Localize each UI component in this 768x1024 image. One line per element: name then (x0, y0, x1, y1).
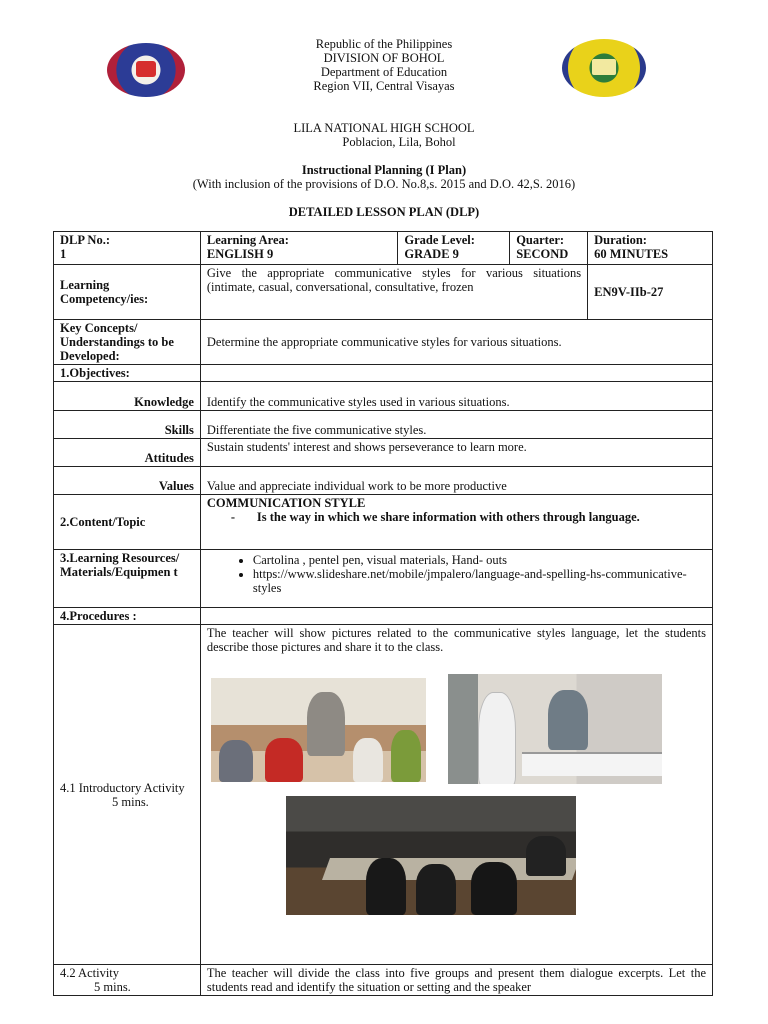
content-label: 2.Content/Topic (54, 495, 201, 550)
duration-cell: Duration: 60 MINUTES (588, 232, 713, 265)
document-title: DETAILED LESSON PLAN (DLP) (288, 205, 480, 219)
procedures-heading: 4.Procedures : (54, 608, 201, 625)
resources-label: 3.Learning Resources/ Materials/Equipmen t (54, 550, 201, 608)
intro-activity-label-cell (54, 625, 201, 965)
plan-title: Instructional Planning (I Plan) (301, 163, 467, 177)
content-definition: Is the way in which we share information with others through language. (256, 510, 640, 524)
values-text: Value and appreciate individual work to be more productive (200, 467, 712, 495)
grade-level-cell: Grade Level: GRADE 9 (398, 232, 510, 265)
activity-time: 5 mins. (94, 980, 131, 994)
duration-value: 60 MINUTES (594, 247, 669, 261)
values-row (54, 467, 713, 495)
learning-area-value: ENGLISH 9 (206, 247, 274, 261)
knowledge-text: Identify the communicative styles used in various situations. (200, 382, 712, 411)
grade-level-value: GRADE 9 (404, 247, 459, 261)
learning-area-cell: Learning Area: ENGLISH 9 (200, 232, 398, 265)
knowledge-row (54, 382, 713, 411)
intro-activity-label: 4.1 Introductory Activity (60, 780, 185, 795)
attitudes-row (54, 439, 713, 467)
content-row (54, 495, 713, 550)
attitudes-label: Attitudes (54, 439, 201, 467)
objectives-heading: 1.Objectives: (54, 365, 201, 382)
resources-row (54, 550, 713, 608)
key-concepts-row (54, 320, 713, 365)
header-republic: Republic of the Philippines (315, 37, 453, 51)
activity-label: 4.2 Activity (60, 966, 120, 980)
competency-code: EN9V-IIb-27 (588, 265, 713, 320)
plan-subtitle: (With inclusion of the provisions of D.O. No.8,s. 2015 and D.O. 42,S. 2016) (192, 177, 576, 191)
header-department: Department of Education (320, 65, 448, 79)
skills-label: Skills (54, 411, 201, 439)
resources-list (207, 553, 706, 595)
content-cell (200, 495, 712, 550)
activity-text: The teacher will divide the class into five groups and present them dialogue excerpts. Let the students read and identify the situation or setting and the speaker (200, 965, 712, 996)
school-name: LILA NATIONAL HIGH SCHOOL (293, 121, 475, 135)
skills-text: Differentiate the five communicative styles. (200, 411, 712, 439)
objectives-heading-row (54, 365, 713, 382)
conference-meeting-photo (286, 796, 576, 915)
skills-row (54, 411, 713, 439)
competency-text: Give the appropriate communicative styles for various situations (intimate, casual, conversational, consultative, frozen (200, 265, 587, 320)
dlp-number: 1 (60, 247, 67, 261)
procedures-heading-row (54, 608, 713, 625)
resources-cell (200, 550, 712, 608)
header-region: Region VII, Central Visayas (313, 79, 455, 93)
key-concepts-label: Key Concepts/ Understandings to be Developed: (54, 320, 201, 365)
values-label: Values (54, 467, 201, 495)
school-address: Poblacion, Lila, Bohol (342, 135, 456, 149)
header-division: DIVISION OF BOHOL (323, 51, 445, 65)
quarter-value: SECOND (516, 247, 569, 261)
content-definition-item (207, 510, 706, 524)
knowledge-label: Knowledge (54, 382, 201, 411)
quarter-cell: Quarter: SECOND (510, 232, 588, 265)
meta-row (54, 232, 713, 265)
content-title: COMMUNICATION STYLE (206, 496, 366, 510)
doctor-patient-photo (448, 674, 662, 784)
key-concepts-text: Determine the appropriate communicative styles for various situations. (200, 320, 712, 365)
dash-bullet: - (230, 510, 236, 524)
competency-label: Learning Competency/ies: (54, 265, 201, 320)
activity-row (54, 965, 713, 996)
resource-link[interactable]: • https://www.slideshare.net/mobile/jmpalero/language-and-spelling-hs-communicative-styles (253, 567, 706, 595)
classroom-photo (211, 678, 426, 782)
activity-label-cell (54, 965, 201, 996)
intro-activity-time: 5 mins. (112, 794, 149, 809)
resource-item: • Cartolina , pentel pen, visual materials, Hand- outs (253, 553, 706, 567)
attitudes-text: Sustain students' interest and shows perseverance to learn more. (200, 439, 712, 467)
dlp-cell: DLP No.: 1 (54, 232, 201, 265)
competency-row (54, 265, 713, 320)
intro-activity-text: The teacher will show pictures related to the communicative styles language, let the students describe those pictures and share it to the class. (200, 625, 712, 965)
